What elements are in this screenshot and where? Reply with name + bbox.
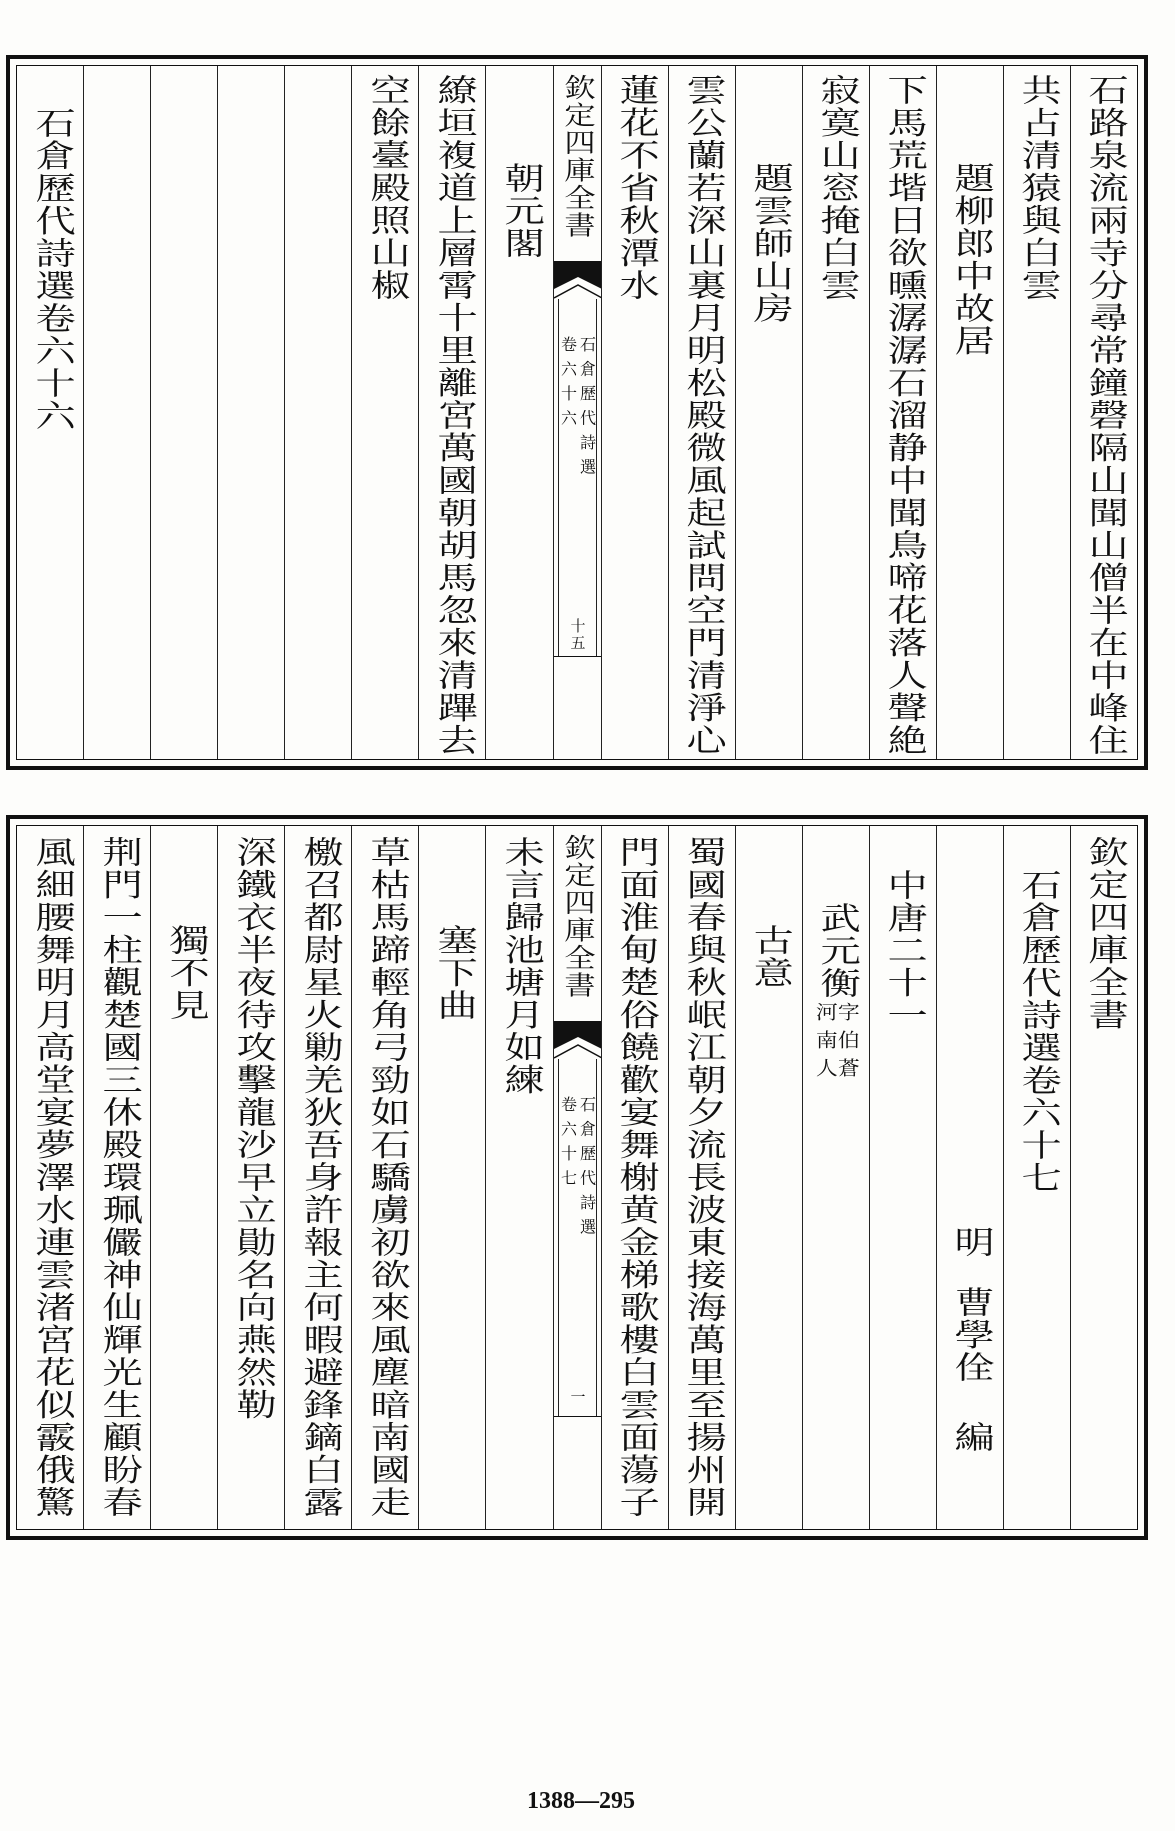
center-title-text: 石倉歷代詩選: [577, 1096, 597, 1243]
poem-line: 寂寞山窓掩白雲: [812, 74, 860, 302]
text-column: [601, 66, 668, 759]
top-page-column-grid: [16, 65, 1138, 760]
fishtail-mark-icon: [554, 261, 601, 299]
text-column: [668, 826, 735, 1529]
text-column: [735, 66, 802, 759]
section-heading: 中唐二十一: [880, 869, 927, 1032]
poem-line: 共占清猿與白雲: [1014, 74, 1061, 302]
text-column: [936, 66, 1003, 759]
text-column: [1070, 826, 1137, 1529]
text-column: [735, 826, 802, 1529]
text-column: [869, 66, 936, 759]
compiler-dynasty: 明: [947, 1226, 994, 1259]
center-book-title: [554, 1096, 601, 1243]
poem-line: 風細腰舞明月高堂宴夢澤水連雲渚宮花似霰俄驚: [27, 836, 75, 1519]
poem-line: 草枯馬蹄輕角弓勁如石驕虜初欲來風塵暗南國走: [362, 836, 410, 1519]
poem-line: 深鐵衣半夜待攻擊龍沙早立勛名向燕然勒: [228, 836, 276, 1421]
series-title: 欽定四庫全書: [559, 834, 595, 999]
text-column: [418, 826, 485, 1529]
text-column: [802, 66, 869, 759]
poem-line: 雲公蘭若深山裏月明松殿微風起試問空門清淨心: [678, 74, 726, 757]
bottom-page-column-grid: [16, 825, 1138, 1530]
text-column: [17, 66, 83, 759]
volume-end-title: 石倉歷代詩選卷六十六: [27, 107, 75, 432]
poet-name: 武元衡: [812, 902, 860, 1000]
center-book-title: [554, 336, 601, 483]
poem-line: 檄召都尉星火勦羌狄吾身許報主何暇避鋒鏑白露: [295, 836, 343, 1519]
text-column: [150, 826, 217, 1529]
poet-column: [802, 826, 869, 1529]
text-column: [869, 826, 936, 1529]
compiler-role: 編: [947, 1421, 994, 1454]
poet-annotation: [812, 1001, 860, 1086]
poem-line: 荆門一柱觀楚國三休殿環珮儼神仙輝光生顧盼春: [94, 836, 142, 1519]
leaf-number: 一: [568, 1389, 587, 1406]
empty-column: [284, 66, 351, 759]
poet-note-right: 字伯蒼: [834, 1001, 860, 1086]
bottom-half-page: [6, 815, 1148, 1540]
text-column: [284, 826, 351, 1529]
text-column: [601, 826, 668, 1529]
compiler-name: 曹學佺: [947, 1285, 994, 1383]
text-column: [668, 66, 735, 759]
book-title: 石倉歷代詩選卷六十七: [1014, 869, 1061, 1194]
poem-title: 古意: [745, 924, 793, 989]
poem-title: 獨不見: [161, 924, 209, 1022]
center-fold-column: [553, 66, 601, 759]
poem-title: 朝元閣: [496, 162, 544, 260]
text-column: [83, 826, 150, 1529]
poem-title: 題雲師山房: [745, 162, 793, 325]
series-title: 欽定四庫全書: [559, 74, 595, 239]
series-header: 欽定四庫全書: [1081, 836, 1129, 1031]
poem-line: 下馬荒堦日欲曛潺潺石溜静中聞鳥啼花落人聲絶: [880, 74, 927, 757]
poem-line: 門面淮甸楚俗饒歡宴舞榭黄金梯歌樓白雲面蕩子: [611, 836, 659, 1519]
text-column: [17, 826, 83, 1529]
leaf-rule: [554, 1416, 601, 1417]
text-column: [485, 66, 552, 759]
page-number: 1388—295: [527, 1788, 635, 1814]
poem-line: 未言歸池塘月如練: [496, 836, 544, 1096]
fishtail-mark-icon: [554, 1021, 601, 1059]
poem-line: 繚垣複道上層霄十里離宮萬國朝胡馬忽來清蹕去: [429, 74, 477, 757]
leaf-rule: [554, 656, 601, 657]
poet-note-left: 河南人: [812, 1001, 838, 1086]
text-column: [217, 826, 284, 1529]
center-volume-text: 卷六十六: [558, 336, 578, 434]
center-volume-text: 卷六十七: [558, 1096, 578, 1194]
text-column: [1003, 66, 1070, 759]
poem-title: 塞下曲: [429, 924, 477, 1022]
text-column: [351, 66, 418, 759]
text-column: [418, 66, 485, 759]
text-column: [351, 826, 418, 1529]
text-column: [1003, 826, 1070, 1529]
poem-title: 題柳郎中故居: [947, 162, 994, 357]
center-fold-column: [553, 826, 601, 1529]
poem-line: 蜀國春與秋岷江朝夕流長波東接海萬里至揚州開: [678, 836, 726, 1519]
leaf-number: 十五: [568, 618, 587, 652]
empty-column: [83, 66, 150, 759]
text-column: [485, 826, 552, 1529]
center-title-text: 石倉歷代詩選: [577, 336, 597, 483]
empty-column: [217, 66, 284, 759]
empty-column: [150, 66, 217, 759]
poem-line: 空餘臺殿照山椒: [362, 74, 410, 302]
text-column: [1070, 66, 1137, 759]
poem-line: 石路泉流兩寺分尋常鐘磬隔山聞山僧半在中峰住: [1081, 74, 1129, 757]
poem-line: 蓮花不省秋潭水: [611, 74, 659, 302]
compiler-column: [936, 826, 1003, 1529]
top-half-page: [6, 55, 1148, 770]
